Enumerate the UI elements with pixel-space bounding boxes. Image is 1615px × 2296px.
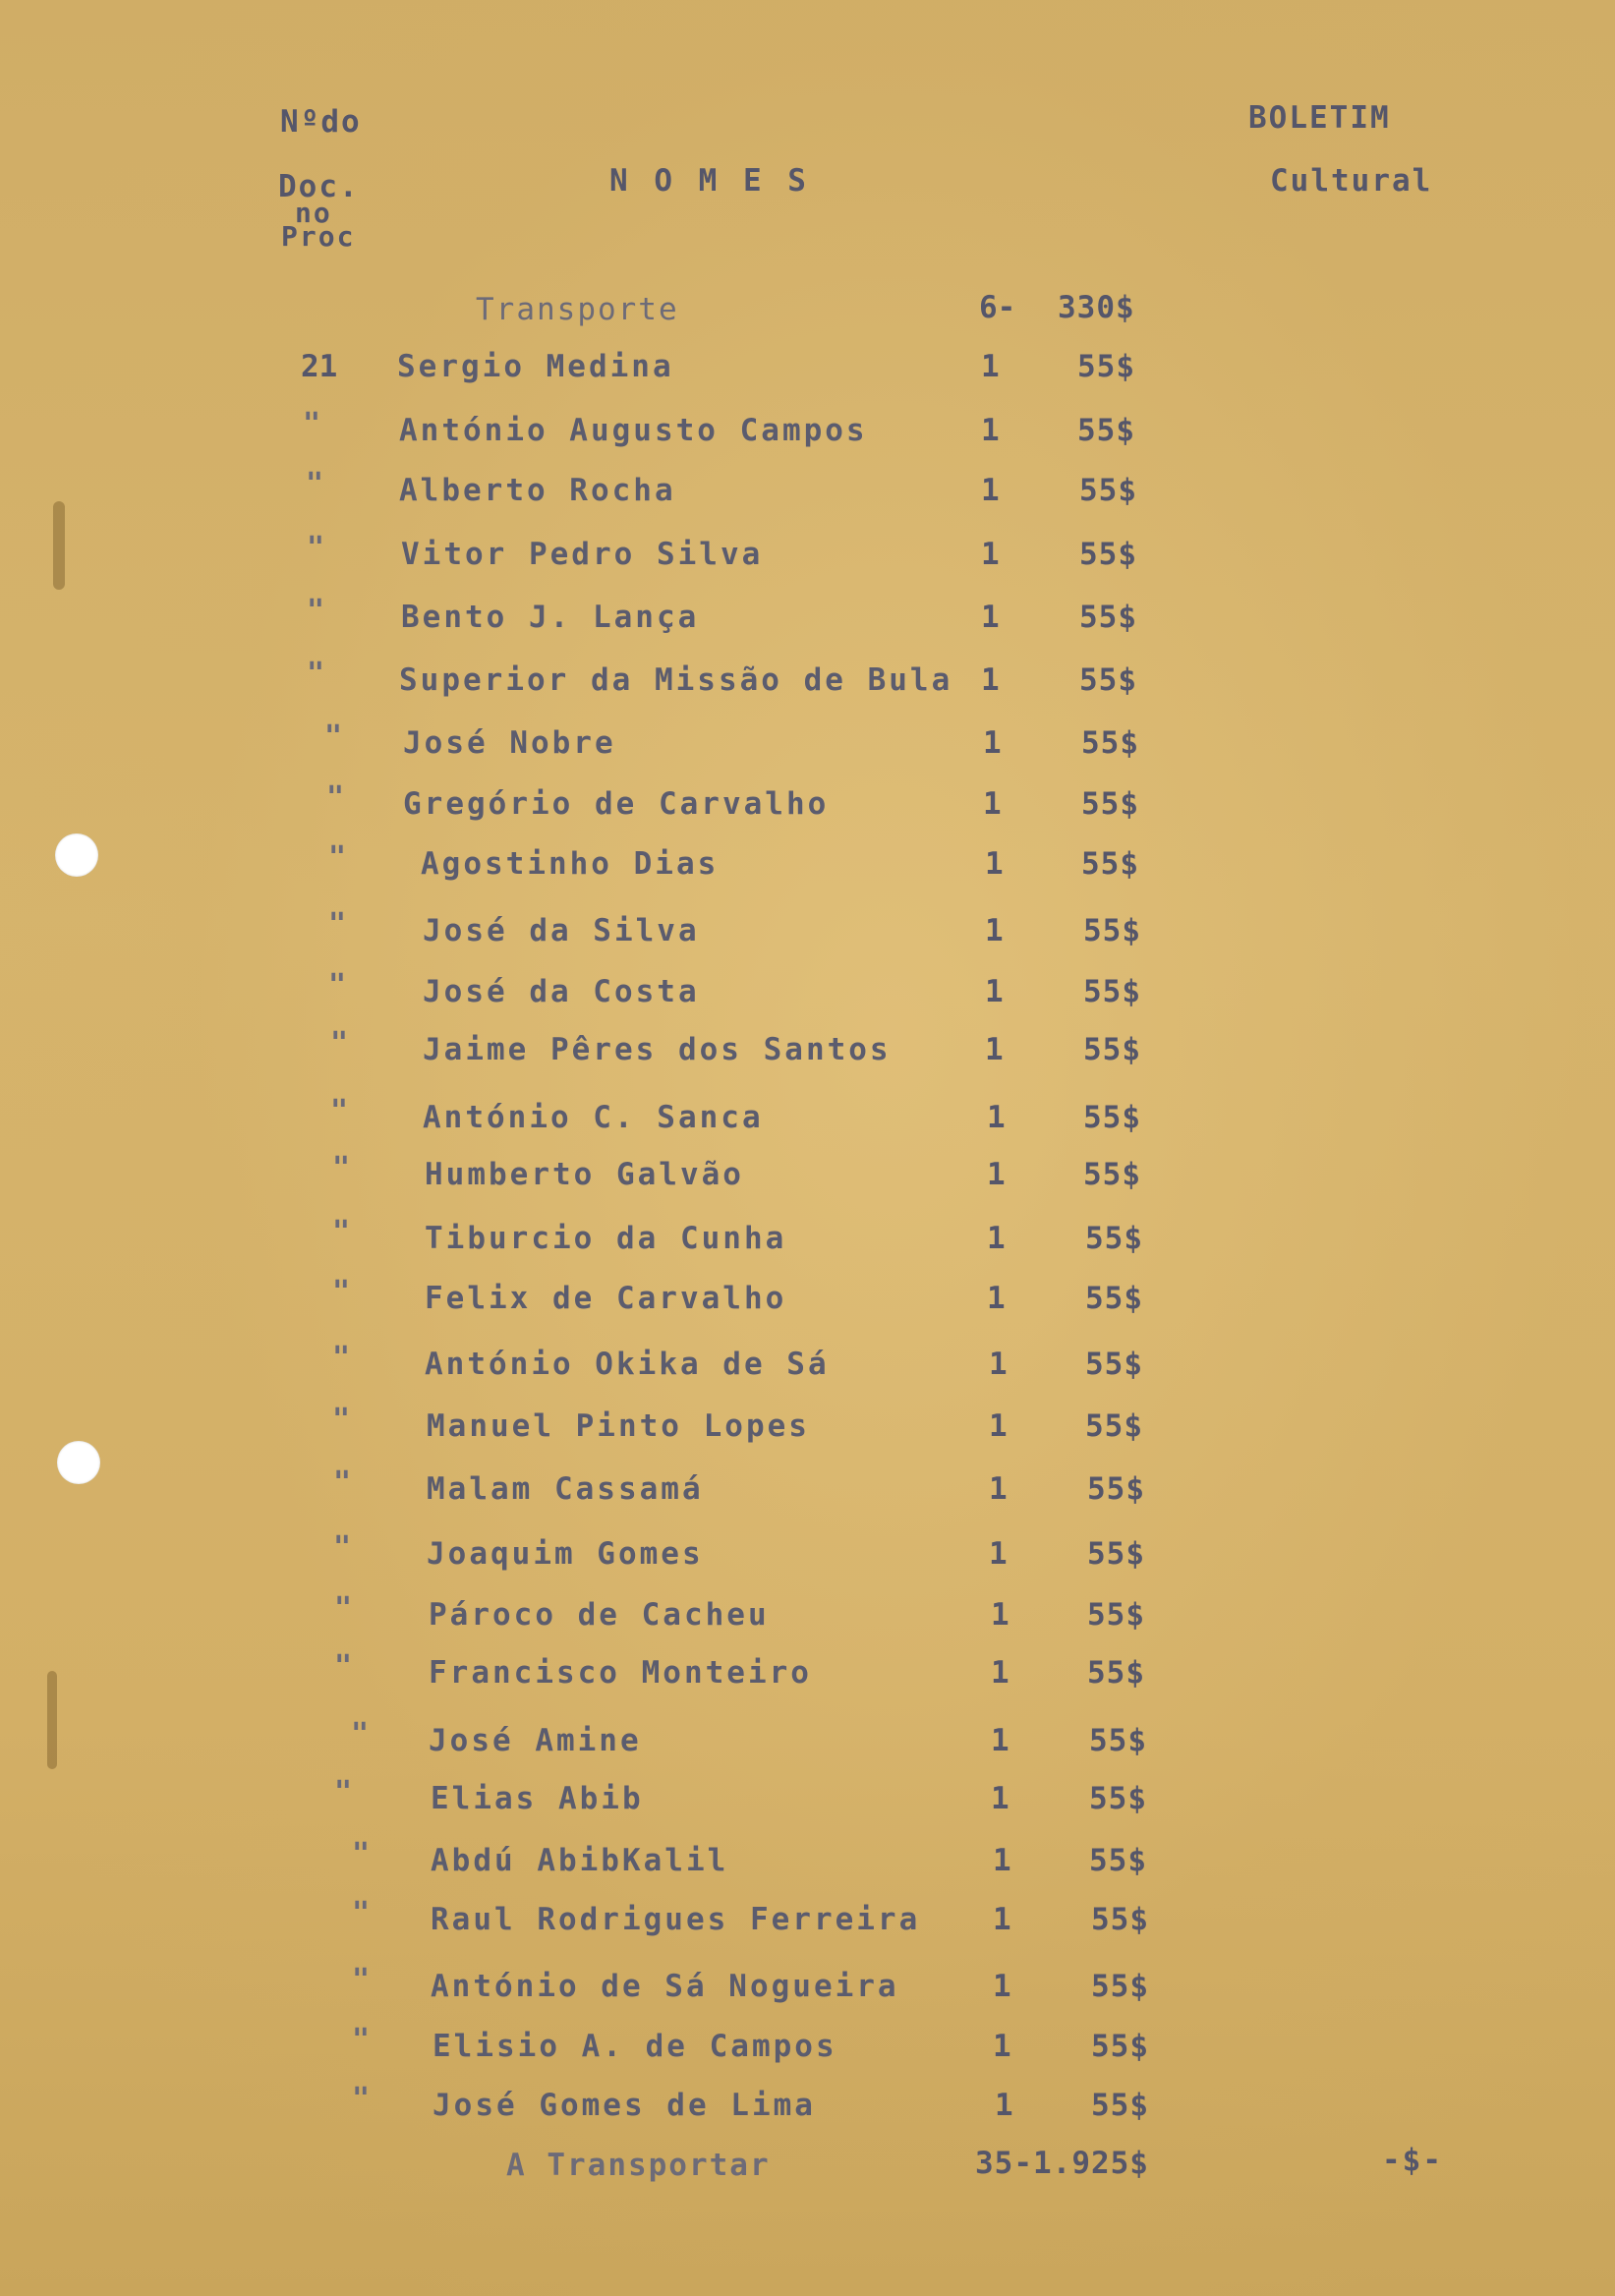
- entry-amount: 55$: [1083, 1100, 1141, 1135]
- entry-quantity: 1: [991, 1723, 1009, 1758]
- doc-number: ": [334, 1649, 353, 1684]
- entry-amount: 55$: [1091, 2088, 1149, 2123]
- entry-amount: 55$: [1079, 600, 1137, 635]
- entry-amount: 55$: [1091, 2029, 1149, 2064]
- entry-amount: 55$: [1081, 846, 1139, 882]
- entry-amount: 55$: [1089, 1843, 1147, 1878]
- entry-quantity: 1: [985, 913, 1004, 948]
- doc-number: ": [330, 1094, 349, 1128]
- entry-name: José Amine: [429, 1723, 642, 1758]
- doc-number: ": [324, 719, 343, 754]
- entry-name: António Augusto Campos: [399, 413, 868, 448]
- entry-name: Gregório de Carvalho: [403, 786, 830, 822]
- doc-number: ": [334, 1591, 353, 1626]
- doc-number: ": [330, 1026, 349, 1061]
- entry-quantity: 1: [981, 662, 1000, 698]
- entry-quantity: 1: [989, 1471, 1008, 1507]
- entry-name: Malam Cassamá: [427, 1471, 704, 1507]
- entry-quantity: 1: [991, 1597, 1009, 1633]
- entry-name: Alberto Rocha: [399, 473, 676, 508]
- no-label: no: [295, 197, 332, 229]
- entry-amount: 55$: [1077, 349, 1135, 384]
- entry-amount: 55$: [1083, 1157, 1141, 1192]
- entry-amount: 55$: [1087, 1471, 1145, 1507]
- doc-number: ": [303, 407, 321, 441]
- entry-name: Agostinho Dias: [421, 846, 720, 882]
- entry-amount: 55$: [1087, 1655, 1145, 1691]
- entry-quantity: 1: [983, 725, 1002, 761]
- entry-name: José Nobre: [403, 725, 616, 761]
- entry-quantity: 1: [983, 786, 1002, 822]
- entry-amount: 55$: [1079, 473, 1137, 508]
- doc-number: ": [328, 907, 347, 942]
- doc-number: ": [334, 1775, 353, 1809]
- doc-number: ": [352, 2023, 371, 2057]
- entry-name: Abdú AbibKalil: [431, 1843, 729, 1878]
- entry-amount: 55$: [1085, 1408, 1143, 1444]
- cultural-label: Cultural: [1270, 163, 1433, 199]
- entry-amount: 55$: [1091, 1969, 1149, 2004]
- transport-out-label: A Transportar: [506, 2148, 771, 2183]
- transport-in-amount: 330$: [1058, 290, 1135, 325]
- entry-amount: 55$: [1089, 1781, 1147, 1816]
- entry-quantity: 1: [993, 1969, 1011, 2004]
- entry-quantity: 1: [989, 1347, 1008, 1382]
- entry-quantity: 1: [993, 1902, 1011, 1937]
- doc-number: ": [307, 594, 325, 628]
- entry-quantity: 1: [987, 1281, 1006, 1316]
- doc-number: ": [333, 1465, 352, 1500]
- entry-name: Bento J. Lança: [401, 600, 700, 635]
- doc-number: ": [352, 1963, 371, 1997]
- doc-number: ": [332, 1341, 351, 1375]
- entry-name: Superior da Missão de Bula: [399, 662, 953, 698]
- entry-amount: 55$: [1083, 974, 1141, 1009]
- entry-quantity: 1: [987, 1157, 1006, 1192]
- doc-number: ": [352, 1896, 371, 1930]
- entry-name: Raul Rodrigues Ferreira: [431, 1902, 921, 1937]
- entry-name: António Okika de Sá: [425, 1347, 830, 1382]
- entry-amount: 55$: [1081, 786, 1139, 822]
- entry-amount: 55$: [1079, 537, 1137, 572]
- doc-number: ": [351, 1717, 370, 1751]
- doc-number: ": [307, 657, 325, 691]
- boletim-label: BOLETIM: [1248, 100, 1391, 136]
- entry-amount: 55$: [1083, 1032, 1141, 1067]
- proc-label: Proc: [281, 220, 356, 253]
- entry-quantity: 1: [991, 1781, 1009, 1816]
- entry-amount: 55$: [1085, 1347, 1143, 1382]
- doc-number: ": [306, 467, 324, 501]
- entry-quantity: 1: [987, 1221, 1006, 1256]
- entry-amount: 55$: [1091, 1902, 1149, 1937]
- names-header: N O M E S: [609, 163, 810, 199]
- entry-amount: 55$: [1077, 413, 1135, 448]
- entry-quantity: 1: [987, 1100, 1006, 1135]
- entry-name: Elisio A. de Campos: [433, 2029, 837, 2064]
- entry-name: Vitor Pedro Silva: [401, 537, 764, 572]
- entry-name: Joaquim Gomes: [427, 1536, 704, 1572]
- entry-name: Jaime Pêres dos Santos: [423, 1032, 892, 1067]
- entry-amount: 55$: [1087, 1536, 1145, 1572]
- entry-quantity: 1: [981, 413, 1000, 448]
- doc-number: ": [332, 1403, 351, 1437]
- transport-in-qty: 6-: [979, 290, 1016, 325]
- doc-number: ": [332, 1151, 351, 1185]
- entry-name: Elias Abib: [431, 1781, 644, 1816]
- entry-name: Francisco Monteiro: [429, 1655, 812, 1691]
- entry-name: Sergio Medina: [397, 349, 674, 384]
- transport-in-label: Transporte: [476, 292, 679, 327]
- doc-number: ": [333, 1530, 352, 1565]
- doc-number: ": [332, 1275, 351, 1309]
- doc-label: Doc.: [278, 169, 360, 204]
- entry-amount: 55$: [1085, 1221, 1143, 1256]
- entry-quantity: 1: [985, 974, 1004, 1009]
- stain-mark: [53, 501, 65, 590]
- entry-quantity: 1: [981, 349, 1000, 384]
- doc-number: ": [307, 531, 325, 565]
- punch-hole-top: [55, 833, 98, 877]
- entry-quantity: 1: [993, 1843, 1011, 1878]
- punch-hole-bottom: [57, 1441, 100, 1484]
- doc-number: ": [332, 1215, 351, 1249]
- entry-name: José da Costa: [423, 974, 700, 1009]
- entry-amount: 55$: [1089, 1723, 1147, 1758]
- entry-quantity: 1: [989, 1408, 1008, 1444]
- entry-quantity: 1: [991, 1655, 1009, 1691]
- entry-quantity: 1: [985, 846, 1004, 882]
- entry-name: Felix de Carvalho: [425, 1281, 787, 1316]
- entry-quantity: 1: [993, 2029, 1011, 2064]
- entry-quantity: 1: [981, 600, 1000, 635]
- doc-number: ": [352, 1837, 371, 1871]
- entry-quantity: 1: [985, 1032, 1004, 1067]
- entry-amount: 55$: [1079, 662, 1137, 698]
- entry-name: Pároco de Cacheu: [429, 1597, 770, 1633]
- stain-mark: [47, 1671, 57, 1769]
- doc-number: ": [326, 780, 345, 815]
- doc-number: ": [352, 2082, 371, 2116]
- transport-out-total: 35-1.925$: [975, 2146, 1149, 2181]
- entry-amount: 55$: [1085, 1281, 1143, 1316]
- entry-quantity: 1: [995, 2088, 1013, 2123]
- doc-number: 21: [301, 349, 338, 384]
- entry-amount: 55$: [1083, 913, 1141, 948]
- entry-quantity: 1: [989, 1536, 1008, 1572]
- entry-quantity: 1: [981, 473, 1000, 508]
- doc-number: ": [328, 968, 347, 1003]
- doc-number-label: Nºdo: [280, 104, 362, 140]
- entry-name: José Gomes de Lima: [433, 2088, 816, 2123]
- entry-name: Tiburcio da Cunha: [425, 1221, 787, 1256]
- entry-name: Humberto Galvão: [425, 1157, 744, 1192]
- entry-name: José da Silva: [423, 913, 700, 948]
- entry-amount: 55$: [1087, 1597, 1145, 1633]
- entry-amount: 55$: [1081, 725, 1139, 761]
- entry-quantity: 1: [981, 537, 1000, 572]
- doc-number: ": [328, 840, 347, 875]
- page-number: -$-: [1382, 2143, 1443, 2178]
- entry-name: Manuel Pinto Lopes: [427, 1408, 810, 1444]
- entry-name: António C. Sanca: [423, 1100, 764, 1135]
- entry-name: António de Sá Nogueira: [431, 1969, 899, 2004]
